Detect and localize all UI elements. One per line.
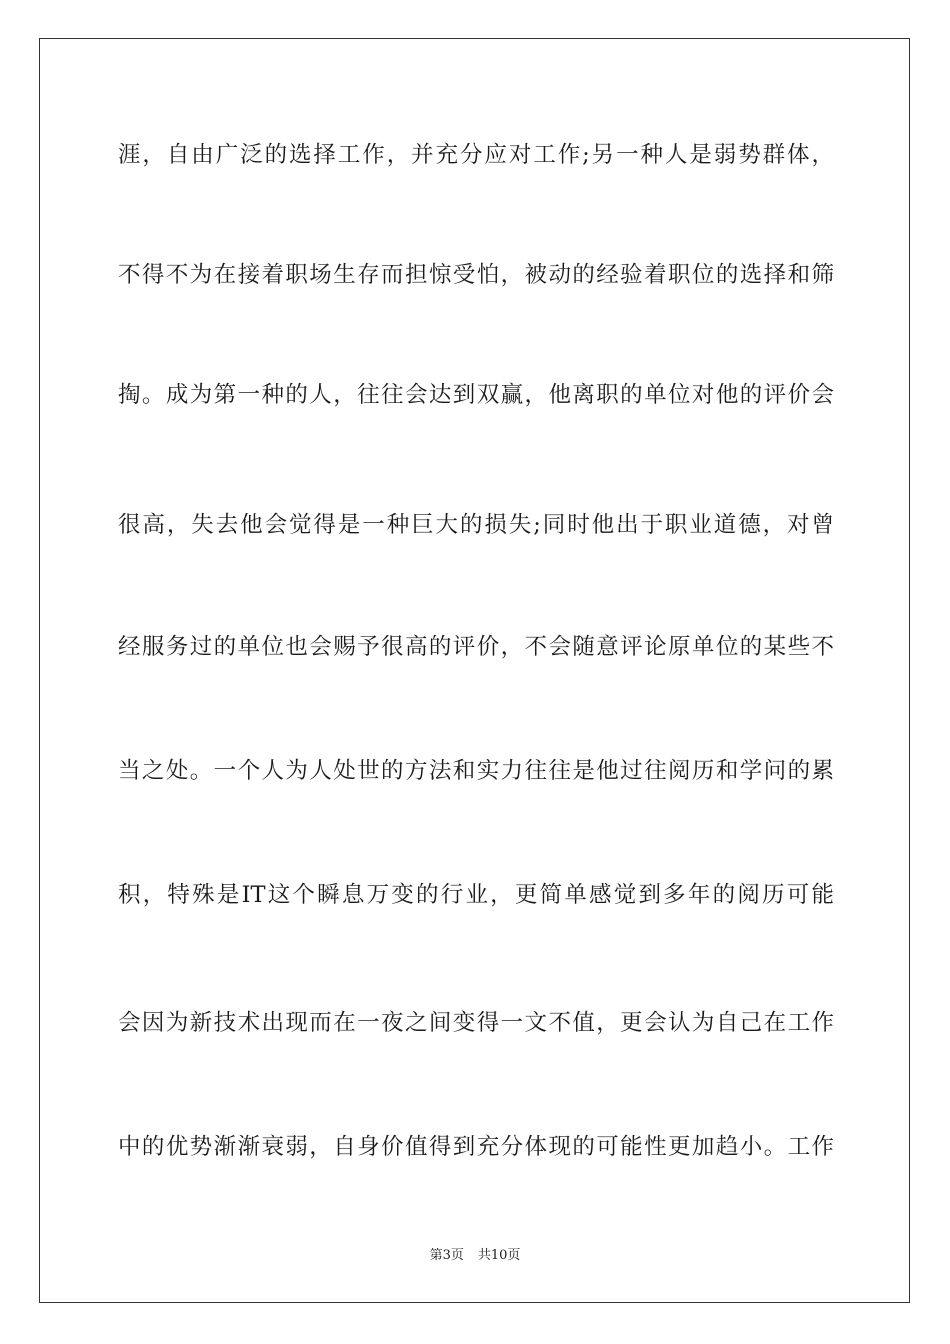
text-line: 很高，失去他会觉得是一种巨大的损失;同时他出于职业道德，对曾	[118, 512, 834, 538]
page-total: 共10页	[477, 1248, 521, 1263]
text-line: 不得不为在接着职场生存而担惊受怕，被动的经验着职位的选择和筛	[118, 262, 834, 288]
text-line: 涯，自由广泛的选择工作，并充分应对工作;另一种人是弱势群体，	[118, 142, 834, 168]
text-line: 掏。成为第一种的人，往往会达到双赢，他离职的单位对他的评价会	[118, 382, 834, 408]
text-line: 中的优势渐渐衰弱，自身价值得到充分体现的可能性更加趋小。工作	[118, 1134, 834, 1160]
text-line: 经服务过的单位也会赐予很高的评价，不会随意评论原单位的某些不	[118, 634, 834, 660]
page-footer	[0, 1247, 950, 1265]
page-number: 第3页	[429, 1248, 464, 1263]
text-line: 积，特殊是IT这个瞬息万变的行业，更简单感觉到多年的阅历可能	[118, 882, 834, 908]
page-border	[39, 38, 910, 1303]
text-line: 当之处。一个人为人处世的方法和实力往往是他过往阅历和学问的累	[118, 758, 834, 784]
text-line: 会因为新技术出现而在一夜之间变得一文不值，更会认为自己在工作	[118, 1010, 834, 1036]
